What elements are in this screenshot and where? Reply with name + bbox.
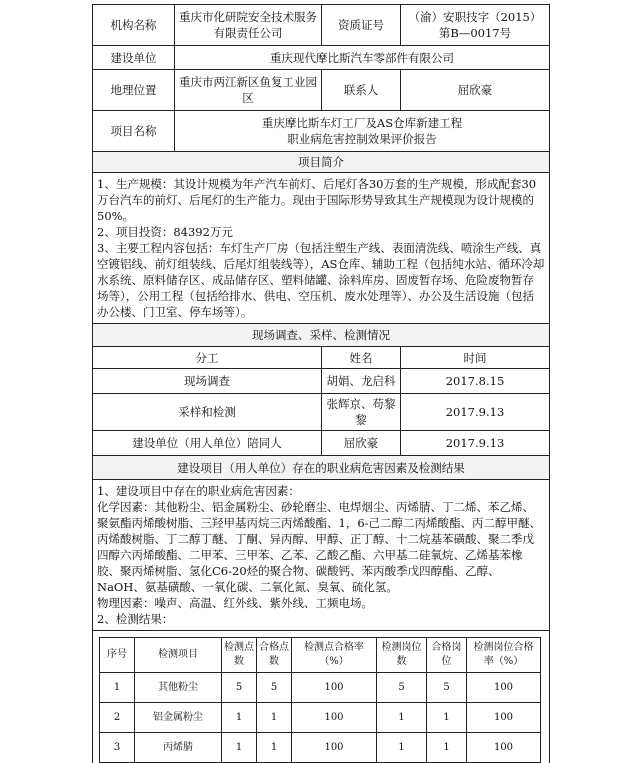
survey-role: 现场调查: [93, 369, 322, 394]
test-table-cell: [93, 631, 550, 763]
survey-title: 现场调查、采样、检测情况: [93, 324, 550, 347]
unit-row: [93, 46, 550, 70]
test-results-table: [99, 637, 541, 763]
survey-row: [93, 394, 550, 431]
unit-label: 建设单位: [93, 46, 175, 70]
cert-value: （渝）安职技字（2015）第B—0017号: [401, 5, 550, 46]
cell-point-rate: 100: [292, 733, 377, 763]
survey-date: 2017.9.13: [401, 394, 550, 431]
header-no: 序号: [100, 638, 135, 673]
project-value: [175, 111, 550, 152]
cell-no: 3: [100, 733, 135, 763]
cell-no: 2: [100, 703, 135, 733]
factors-heading: 1、建设项目中存在的职业病危害因素：: [97, 483, 545, 499]
contact-label: 联系人: [322, 70, 401, 111]
cell-item: 丙烯腈: [135, 733, 222, 763]
org-row: [93, 5, 550, 46]
intro-title-row: [93, 152, 550, 173]
test-heading: 2、检测结果：: [97, 611, 545, 627]
test-table-header: [100, 638, 541, 673]
intro-item: 1、生产规模：其设计规模为年产汽车前灯、后尾灯各30万套的生产规模，形成配套30万台汽车的前灯、后尾灯的生产能力。现由于国际形势导致其生产规模现为设计规模的50%。: [97, 176, 545, 224]
contact-value: 屈欣豪: [401, 70, 550, 111]
cell-posts: 5: [377, 673, 427, 703]
intro-title: 项目简介: [93, 152, 550, 173]
header-item: 检测项目: [135, 638, 222, 673]
survey-date: 2017.9.13: [401, 431, 550, 456]
unit-value: 重庆现代摩比斯汽车零部件有限公司: [175, 46, 550, 70]
intro-block: [93, 173, 550, 324]
physical-factors: 物理因素：噪声、高温、红外线、紫外线、工频电场。: [97, 595, 545, 611]
intro-item: 3、主要工程内容包括：车灯生产厂房（包括注塑生产线、表面清洗线、喷涂生产线、真空镀铝线、前灯组装线、后尾灯组装线等），AS仓库、辅助工程（包括纯水站、循环冷却水系统、原料储存区、成品储存区、塑料储罐、涂料库房、固废暂存场、危险废物暂存场等），公用工程（包括给排水、供电、空压机、废水处理等）、办公及生活设施（包括办公楼、门卫室、停车场等）。: [97, 240, 545, 320]
project-value-line2: 职业病危害控制效果评价报告: [178, 131, 546, 147]
survey-row: [93, 369, 550, 394]
location-label: 地理位置: [93, 70, 175, 111]
header-post-rate: 检测岗位合格率（%）: [467, 638, 541, 673]
header-posts: 检测岗位数: [377, 638, 427, 673]
summary-table: [92, 4, 550, 763]
location-row: [93, 70, 550, 111]
cell-pass-posts: 1: [427, 703, 467, 733]
cell-posts: 1: [377, 703, 427, 733]
project-row: [93, 111, 550, 152]
results-title-row: [93, 456, 550, 480]
survey-row: [93, 431, 550, 456]
survey-names: 胡娟、龙启科: [322, 369, 401, 394]
header-points: 检测点数: [222, 638, 257, 673]
table-row: [100, 673, 541, 703]
survey-header-date: 时间: [401, 347, 550, 369]
survey-header-role: 分工: [93, 347, 322, 369]
cell-item: 其他粉尘: [135, 673, 222, 703]
cell-points: 1: [222, 733, 257, 763]
header-pass-points: 合格点数: [257, 638, 292, 673]
header-point-rate: 检测点合格率（%）: [292, 638, 377, 673]
survey-names: 屈欣豪: [322, 431, 401, 456]
location-value: 重庆市两江新区鱼复工业园区: [175, 70, 322, 111]
cell-point-rate: 100: [292, 673, 377, 703]
intro-row: [93, 173, 550, 324]
cell-pass-points: 1: [257, 733, 292, 763]
survey-role: 采样和检测: [93, 394, 322, 431]
intro-item: 2、项目投资：84392万元: [97, 224, 545, 240]
cell-post-rate: 100: [467, 703, 541, 733]
table-row: [100, 703, 541, 733]
cell-posts: 1: [377, 733, 427, 763]
survey-date: 2017.8.15: [401, 369, 550, 394]
survey-header-names: 姓名: [322, 347, 401, 369]
cell-pass-posts: 5: [427, 673, 467, 703]
survey-title-row: [93, 324, 550, 347]
cell-pass-points: 5: [257, 673, 292, 703]
test-table-row: [93, 631, 550, 763]
cell-no: 1: [100, 673, 135, 703]
cell-pass-posts: 1: [427, 733, 467, 763]
chemical-factors: 化学因素：其他粉尘、铝金属粉尘、砂轮磨尘、电焊烟尘、丙烯腈、丁二烯、苯乙烯、聚氨酯丙烯酸树脂、三羟甲基丙烷三丙烯酸酯、1，6-己二醇二丙烯酸酯、丙二醇甲醚、丙烯酸树脂、丁二醇丁醚、丁酮、异丙醇、甲醇、正丁醇、十二烷基苯磺酸、聚二季戊四醇六丙烯酸酯、二甲苯、三甲苯、乙苯、乙酸乙酯、六甲基二硅氧烷、乙烯基苯橡胶、聚丙烯树脂、氢化C6-20烃的聚合物、碳酸钙、苯丙酸季戊四醇酯、乙醇、NaOH、氨基磺酸、一氧化碳、二氧化氮、臭氧、硫化氢。: [97, 499, 545, 595]
survey-header-row: [93, 347, 550, 369]
cell-item: 铝金属粉尘: [135, 703, 222, 733]
survey-names: 张辉京、苟黎黎: [322, 394, 401, 431]
project-value-line1: 重庆摩比斯车灯工厂及AS仓库新建工程: [178, 115, 546, 131]
survey-role: 建设单位（用人单位）陪同人: [93, 431, 322, 456]
cell-point-rate: 100: [292, 703, 377, 733]
project-label: 项目名称: [93, 111, 175, 152]
results-title: 建设项目（用人单位）存在的职业病危害因素及检测结果: [93, 456, 550, 480]
org-label: 机构名称: [93, 5, 175, 46]
header-pass-posts: 合格岗位: [427, 638, 467, 673]
cert-label: 资质证号: [322, 5, 401, 46]
cell-pass-points: 1: [257, 703, 292, 733]
org-value: 重庆市化研院安全技术服务有限责任公司: [175, 5, 322, 46]
results-block: [93, 480, 550, 631]
cell-points: 5: [222, 673, 257, 703]
results-row: [93, 480, 550, 631]
cell-post-rate: 100: [467, 673, 541, 703]
cell-post-rate: 100: [467, 733, 541, 763]
cell-points: 1: [222, 703, 257, 733]
report-page: [92, 4, 549, 763]
table-row: [100, 733, 541, 763]
